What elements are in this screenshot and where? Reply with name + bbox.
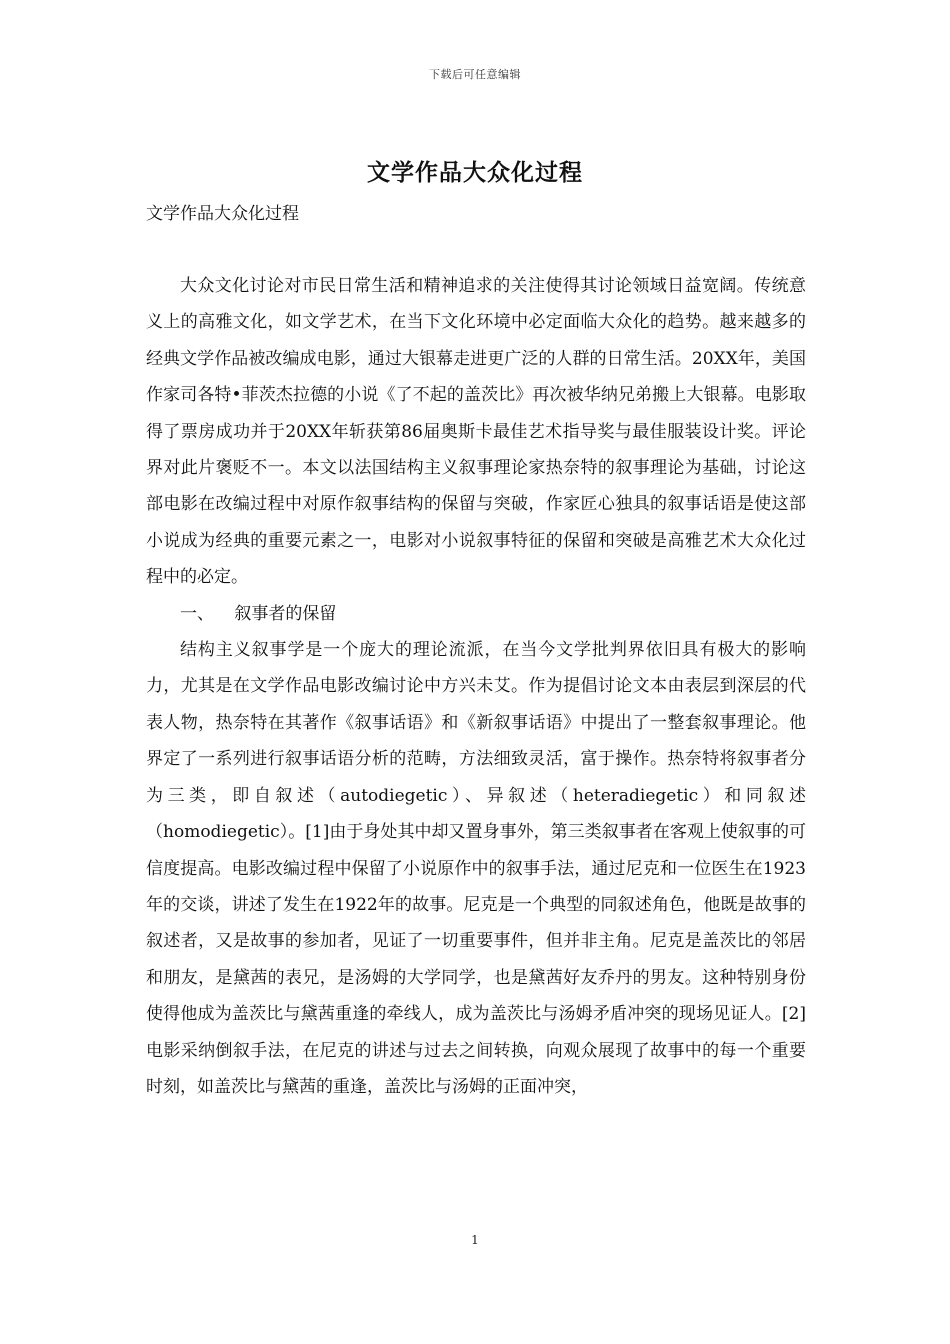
page-number: 1 (471, 1233, 479, 1247)
section-heading (146, 596, 806, 632)
intro-paragraph: 大众文化讨论对市民日常生活和精神追求的关注使得其讨论领域日益宽阔。传统意义上的高雅文化，如文学艺术，在当下文化环境中必定面临大众化的趋势。越来越多的经典文学作品被改编成电影，通过大银幕走进更广泛的人群的日常生活。20XX年，美国作家司各特•菲茨杰拉德的小说《了不起的盖茨比》再次被华纳兄弟搬上大银幕。电影取得了票房成功并于20XX年斩获第86届奥斯卡最佳艺术指导奖与最佳服装设计奖。评论界对此片褒贬不一。本文以法国结构主义叙事理论家热奈特的叙事理论为基础，讨论这部电影在改编过程中对原作叙事结构的保留与突破，作家匠心独具的叙事话语是使这部小说成为经典的重要元素之一，电影对小说叙事特征的保留和突破是高雅艺术大众化过程中的必定。 (146, 276, 806, 588)
section-number: 一、 (180, 603, 214, 624)
document-body (146, 268, 806, 1105)
document-subtitle: 文学作品大众化过程 (146, 204, 299, 224)
section-title: 叙事者的保留 (234, 603, 337, 624)
section-paragraph: 结构主义叙事学是一个庞大的理论流派，在当今文学批判界依旧具有极大的影响力，尤其是在文学作品电影改编讨论中方兴未艾。作为提倡讨论文本由表层到深层的代表人物，热奈特在其著作《叙事话语》和《新叙事话语》中提出了一整套叙事理论。他界定了一系列进行叙事话语分析的范畴，方法细致灵活，富于操作。热奈特将叙事者分为三类，即自叙述（autodiegetic）、异叙述（heteradiegetic）和同叙述（homodiegetic）。[1]由于身处其中却又置身事外，第三类叙事者在客观上使叙事的可信度提高。电影改编过程中保留了小说原作中的叙事手法，通过尼克和一位医生在1923年的交谈，讲述了发生在1922年的故事。尼克是一个典型的同叙述角色，他既是故事的叙述者，又是故事的参加者，见证了一切重要事件，但并非主角。尼克是盖茨比的邻居和朋友，是黛茜的表兄，是汤姆的大学同学，也是黛茜好友乔丹的男友。这种特别身份使得他成为盖茨比与黛茜重逢的牵线人，成为盖茨比与汤姆矛盾冲突的现场见证人。[2]电影采纳倒叙手法，在尼克的讲述与过去之间转换，向观众展现了故事中的每一个重要时刻，如盖茨比与黛茜的重逢，盖茨比与汤姆的正面冲突， (146, 640, 806, 1097)
page-header-note: 下载后可任意编辑 (429, 68, 521, 81)
document-title: 文学作品大众化过程 (367, 159, 583, 186)
